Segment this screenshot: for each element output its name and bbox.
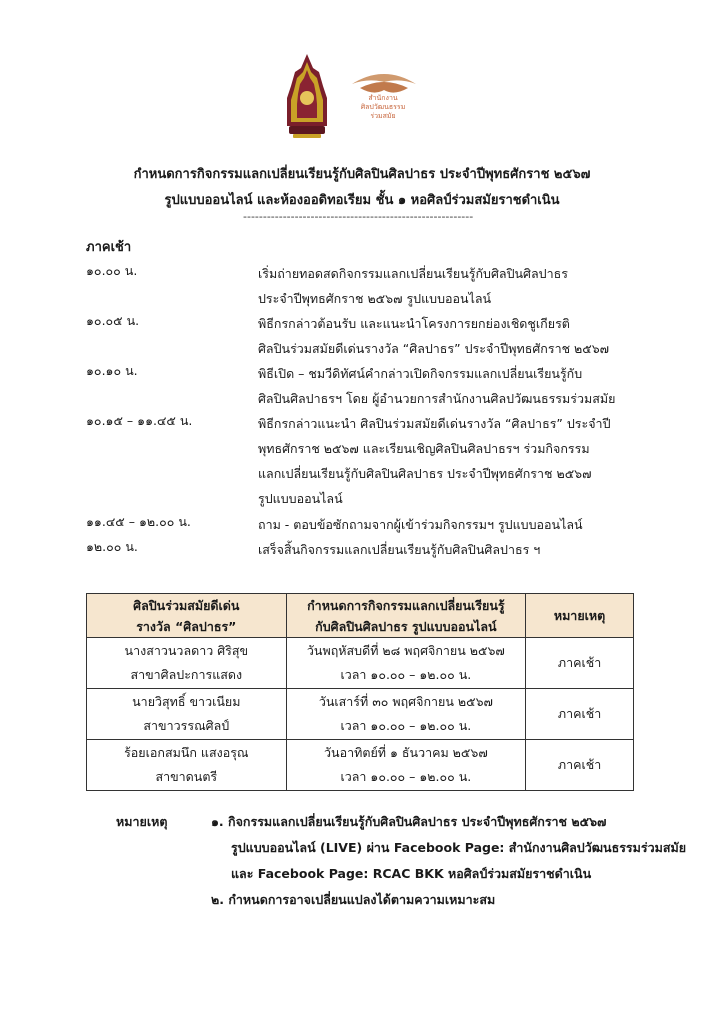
schedule-time: ๑๑.๔๕ – ๑๒.๐๐ น. bbox=[86, 514, 191, 529]
table-row bbox=[87, 740, 634, 791]
note-item-2: ๒. กำหนดการอาจเปลี่ยนแปลงได้ตามความเหมาะสม bbox=[211, 892, 496, 907]
note-cell: ภาคเช้า bbox=[526, 689, 634, 740]
artist-schedule-table bbox=[86, 593, 634, 791]
ocac-logo-text: สำนักงาน ศิลปวัฒนธรรม ร่วมสมัย bbox=[360, 94, 406, 120]
schedule-time: ๑๐.๑๐ น. bbox=[86, 363, 138, 378]
schedule-time: ๑๒.๐๐ น. bbox=[86, 539, 138, 554]
note-cell: ภาคเช้า bbox=[526, 638, 634, 689]
note-item-1-line-1: ๑. กิจกรรมแลกเปลี่ยนเรียนรู้กับศิลปินศิลปาธร ประจำปีพุทธศักราช ๒๕๖๗ bbox=[211, 814, 607, 829]
schedule-cell: วันเสาร์ที่ ๓๐ พฤศจิกายน ๒๕๖๗ เวลา ๑๐.๐๐ – ๑๒.๐๐ น. bbox=[286, 689, 526, 740]
schedule-cell: วันอาทิตย์ที่ ๑ ธันวาคม ๒๕๖๗ เวลา ๑๐.๐๐ – ๑๒.๐๐ น. bbox=[286, 740, 526, 791]
header-note: หมายเหตุ bbox=[526, 594, 634, 638]
document-subtitle: รูปแบบออนไลน์ และห้องออดิทอเรียม ชั้น ๑ หอศิลป์ร่วมสมัยราชดำเนิน bbox=[164, 193, 560, 208]
artist-cell: นายวิสุทธิ์ ขาวเนียม สาขาวรรณศิลป์ bbox=[87, 689, 287, 740]
schedule-cell: วันพฤหัสบดีที่ ๒๘ พฤศจิกายน ๒๕๖๗ เวลา ๑๐.๐๐ – ๑๒.๐๐ น. bbox=[286, 638, 526, 689]
schedule-desc: พิธีเปิด – ชมวีดิทัศน์คำกล่าวเปิดกิจกรรมแลกเปลี่ยนเรียนรู้กับ ศิลปินศิลปาธรฯ โดย ผู้อำนวยการสำนักงานศิลปวัฒนธรรมร่วมสมัย bbox=[258, 366, 616, 406]
document-title: กำหนดการกิจกรรมแลกเปลี่ยนเรียนรู้กับศิลปินศิลปาธร ประจำปีพุทธศักราช ๒๕๖๗ bbox=[133, 167, 591, 182]
notes-label: หมายเหตุ bbox=[116, 814, 168, 829]
artist-cell: นางสาวนวลดาว ศิริสุข สาขาศิลปะการแสดง bbox=[87, 638, 287, 689]
schedule-time: ๑๐.๑๕ – ๑๑.๔๕ น. bbox=[86, 413, 193, 428]
header-schedule: กำหนดการกิจกรรมแลกเปลี่ยนเรียนรู้ กับศิลปินศิลปาธร รูปแบบออนไลน์ bbox=[286, 594, 526, 638]
schedule-desc: ถาม - ตอบข้อซักถามจากผู้เข้าร่วมกิจกรรมฯ รูปแบบออนไลน์ bbox=[258, 517, 583, 532]
artist-cell: ร้อยเอกสมนึก แสงอรุณ สาขาดนตรี bbox=[87, 740, 287, 791]
schedule-desc: เริ่มถ่ายทอดสดกิจกรรมแลกเปลี่ยนเรียนรู้กับศิลปินศิลปาธร ประจำปีพุทธศักราช ๒๕๖๗ รูปแบบออนไลน์ bbox=[258, 266, 568, 306]
title-divider: ---------------------------------------------------------- bbox=[243, 210, 474, 223]
header-artist: ศิลปินร่วมสมัยดีเด่น รางวัล “ศิลปาธร” bbox=[87, 594, 287, 638]
schedule-time: ๑๐.๐๕ น. bbox=[86, 313, 140, 328]
table-row bbox=[87, 638, 634, 689]
section-label-morning: ภาคเช้า bbox=[86, 240, 132, 255]
schedule-time: ๑๐.๐๐ น. bbox=[86, 263, 138, 278]
table-row bbox=[87, 689, 634, 740]
note-item-1-line-2: รูปแบบออนไลน์ (LIVE) ผ่าน Facebook Page: สำนักงานศิลปวัฒนธรรมร่วมสมัย bbox=[231, 840, 687, 855]
note-item-1-line-3: และ Facebook Page: RCAC BKK หอศิลป์ร่วมสมัยราชดำเนิน bbox=[231, 866, 592, 881]
schedule-desc: พิธีกรกล่าวแนะนำ ศิลปินร่วมสมัยดีเด่นรางวัล “ศิลปาธร” ประจำปี พุทธศักราช ๒๕๖๗ และเรียนเชิญศิลปินศิลปาธรฯ ร่วมกิจกรรม แลกเปลี่ยนเรียนรู้กับศิลปินศิลปาธร ประจำปีพุทธศักราช ๒๕๖๗ รูปแบบออนไลน์ bbox=[258, 416, 611, 506]
note-cell: ภาคเช้า bbox=[526, 740, 634, 791]
schedule-desc: เสร็จสิ้นกิจกรรมแลกเปลี่ยนเรียนรู้กับศิลปินศิลปาธร ฯ bbox=[258, 542, 541, 557]
table-header-row bbox=[87, 594, 634, 638]
silpathorn-seal-logo bbox=[283, 52, 331, 140]
schedule-desc: พิธีกรกล่าวต้อนรับ และแนะนำโครงการยกย่องเชิดชูเกียรติ ศิลปินร่วมสมัยดีเด่นรางวัล “ศิลปาธร” ประจำปีพุทธศักราช ๒๕๖๗ bbox=[258, 316, 610, 356]
